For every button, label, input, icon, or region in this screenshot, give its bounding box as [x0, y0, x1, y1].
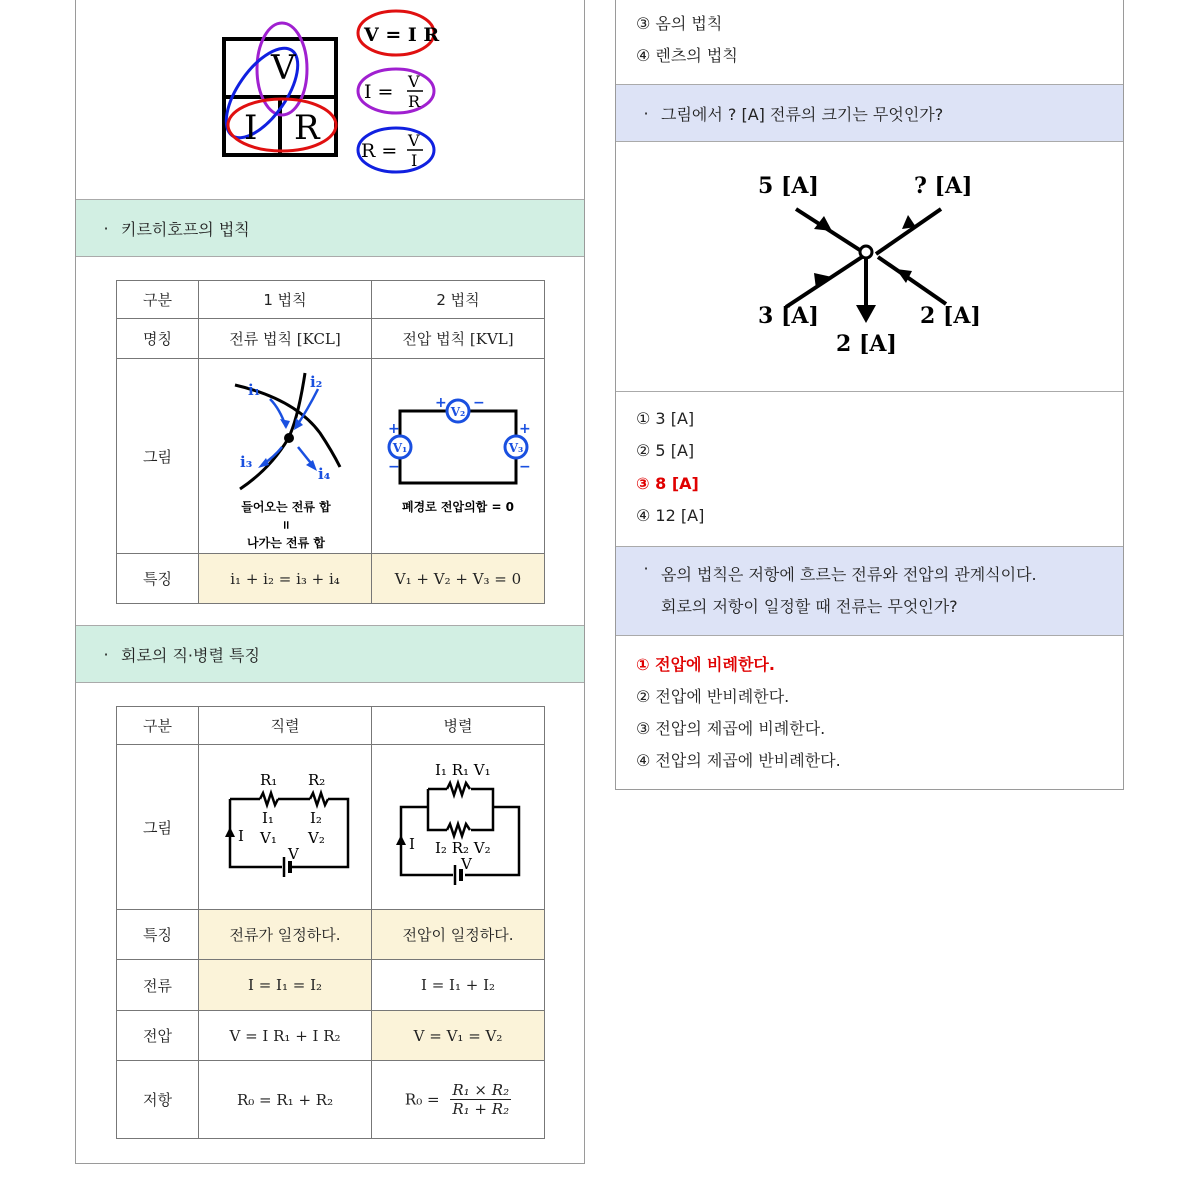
kcl-caption-1: 들어오는 전류 합: [241, 500, 331, 514]
kirchhoff-header: [76, 199, 584, 257]
kirchhoff-title: 키르히호프의 법칙: [121, 219, 250, 239]
bullet: ·: [643, 559, 649, 578]
parallel-res-lhs: R₀ =: [404, 1090, 440, 1109]
kcl-col2: 2 법칙: [372, 281, 545, 319]
q1-option-3-answer[interactable]: ③ 8 [A]: [636, 474, 699, 493]
svg-text:−: −: [519, 459, 531, 475]
ohm-i: I: [244, 108, 258, 148]
series-figure-cell: [199, 745, 372, 910]
kvl-v3: V₃: [508, 441, 524, 455]
q1-header: [616, 84, 1123, 142]
kvl-figure-cell: [372, 359, 545, 554]
row-name-label: 명칭: [117, 319, 199, 359]
parallel-res-num: R₁ × R₂: [452, 1081, 510, 1099]
formula-v-ir: V = I R: [364, 24, 440, 46]
parallel-feature: 전압이 일정하다.: [372, 910, 545, 960]
bullet: ·: [643, 103, 649, 123]
sp-row-cur: 전류: [117, 960, 199, 1011]
series-parallel-header: [76, 625, 584, 683]
kvl-caption: 폐경로 전압의합 = 0: [401, 500, 515, 514]
q2-question: [661, 559, 1037, 623]
q0-option-3[interactable]: ③ 옴의 법칙: [636, 14, 723, 33]
kcl-caption-eq: =: [279, 519, 294, 531]
sp-row-vol: 전압: [117, 1011, 199, 1061]
sp-row-fig: 그림: [117, 745, 199, 910]
fig-5a: 5 [A]: [758, 173, 819, 199]
q2-option-1-answer[interactable]: ① 전압에 비례한다.: [636, 655, 775, 674]
fig-qa: ? [A]: [914, 173, 973, 199]
parallel-current: I = I₁ + I₂: [372, 960, 545, 1011]
ohm-v: V: [271, 48, 296, 88]
sp-col0: 구분: [117, 707, 199, 745]
svg-text:+: +: [519, 421, 531, 437]
kvl-feature: V₁ + V₂ + V₃ = 0: [372, 554, 545, 604]
sp-row-res: 저항: [117, 1061, 199, 1139]
parallel-circuit: [373, 745, 543, 905]
kirchhoff-table: [116, 280, 545, 604]
sp-col1: 직렬: [199, 707, 372, 745]
q1-option-2[interactable]: ② 5 [A]: [636, 441, 695, 460]
series-parallel-table: [116, 706, 545, 1139]
parallel-figure-cell: [372, 745, 545, 910]
svg-text:−: −: [388, 459, 400, 475]
series-resistance: R₀ = R₁ + R₂: [199, 1061, 372, 1139]
svg-text:−: −: [473, 395, 485, 411]
kcl-figure-cell: [199, 359, 372, 554]
right-panel: [615, 0, 1124, 790]
s-v: V: [288, 845, 299, 863]
svg-text:+: +: [435, 395, 447, 411]
formula-r-lhs: R =: [361, 140, 398, 162]
s-v1: V₁: [260, 829, 277, 847]
p-i: I: [409, 835, 415, 853]
series-parallel-title: 회로의 직·병렬 특징: [121, 645, 260, 665]
svg-text:+: +: [388, 421, 400, 437]
s-r1: R₁: [260, 771, 278, 789]
series-feature: 전류가 일정하다.: [199, 910, 372, 960]
sp-col2: 병렬: [372, 707, 545, 745]
ohm-r: R: [294, 108, 320, 148]
kcl-i2: i₂: [310, 373, 323, 391]
bullet: ·: [103, 644, 109, 664]
left-panel: [75, 0, 585, 1164]
series-circuit: [200, 745, 370, 905]
kvl-v2: V₂: [450, 405, 466, 419]
formula-i-lhs: I =: [364, 81, 394, 103]
law2-name: 전압 법칙 [KVL]: [372, 319, 545, 359]
junction-diagram: [746, 159, 996, 369]
q2-question-line2: 회로의 저항이 일정할 때 전류는 무엇인가?: [661, 597, 958, 616]
s-i2: I₂: [310, 809, 322, 827]
q1-question: 그림에서 ? [A] 전류의 크기는 무엇인가?: [661, 104, 944, 124]
law1-name: 전류 법칙 [KCL]: [199, 319, 372, 359]
fig-2a-right: 2 [A]: [920, 303, 981, 329]
parallel-res-den: R₁ + R₂: [452, 1100, 510, 1118]
p-v: V: [461, 855, 472, 873]
series-voltage: V = I R₁ + I R₂: [199, 1011, 372, 1061]
s-i: I: [238, 827, 244, 845]
q2-option-4[interactable]: ④ 전압의 제곱에 반비례한다.: [636, 751, 841, 770]
series-current: I = I₁ = I₂: [199, 960, 372, 1011]
fig-2a-bottom: 2 [A]: [836, 331, 897, 357]
formula-i-den: R: [408, 92, 421, 111]
kcl-diagram: [200, 359, 370, 549]
s-r2: R₂: [308, 771, 326, 789]
p-top: I₁ R₁ V₁: [435, 761, 491, 779]
q2-option-2[interactable]: ② 전압에 반비례한다.: [636, 687, 790, 706]
kvl-diagram: [373, 359, 543, 549]
s-i1: I₁: [262, 809, 274, 827]
kcl-caption-2: 나가는 전류 합: [247, 536, 325, 549]
q2-header: [616, 546, 1123, 636]
formula-r-den: I: [411, 151, 418, 170]
bullet: ·: [103, 218, 109, 238]
parallel-voltage: V = V₁ = V₂: [372, 1011, 545, 1061]
parallel-resistance-cell: [372, 1061, 545, 1139]
sp-row-feat: 특징: [117, 910, 199, 960]
q2-option-3[interactable]: ③ 전압의 제곱에 비례한다.: [636, 719, 826, 738]
q1-option-1[interactable]: ① 3 [A]: [636, 409, 695, 428]
q0-option-4[interactable]: ④ 렌츠의 법칙: [636, 46, 738, 65]
kcl-col1: 1 법칙: [199, 281, 372, 319]
fig-3a: 3 [A]: [758, 303, 819, 329]
formula-i-num: V: [408, 72, 420, 91]
q1-option-4[interactable]: ④ 12 [A]: [636, 506, 705, 525]
p-bot: I₂ R₂ V₂: [435, 839, 491, 857]
s-v2: V₂: [308, 829, 325, 847]
kcl-col0: 구분: [117, 281, 199, 319]
kcl-i1: i₁: [248, 381, 261, 399]
q2-question-line1: 옴의 법칙은 저항에 흐르는 전류와 전압의 관계식이다.: [661, 565, 1037, 584]
row-fig-label: 그림: [117, 359, 199, 554]
kcl-feature: i₁ + i₂ = i₃ + i₄: [199, 554, 372, 604]
kvl-v1: V₁: [392, 441, 408, 455]
kcl-i4: i₄: [318, 465, 331, 483]
row-feat-label: 특징: [117, 554, 199, 604]
ohm-law-diagram: [216, 7, 446, 177]
kcl-i3: i₃: [240, 453, 253, 471]
formula-r-num: V: [408, 131, 420, 150]
